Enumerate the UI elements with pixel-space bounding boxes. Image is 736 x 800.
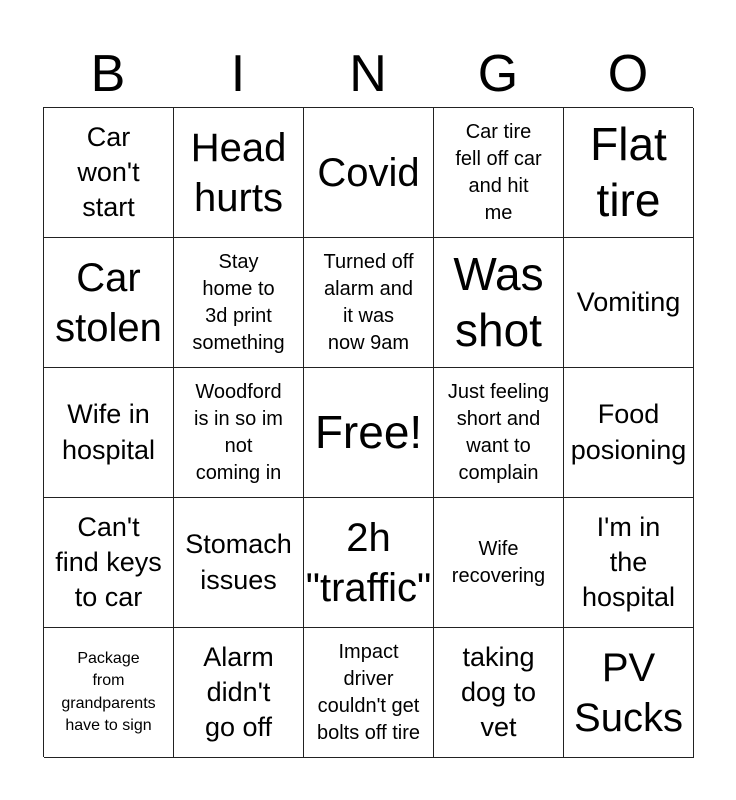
bingo-cell[interactable]: Wife recovering <box>434 498 564 628</box>
bingo-cell[interactable]: 2h "traffic" <box>304 498 434 628</box>
bingo-cell[interactable]: I'm in the hospital <box>564 498 694 628</box>
bingo-cell[interactable]: taking dog to vet <box>434 628 564 758</box>
header-letter-n: N <box>349 45 387 103</box>
bingo-cell[interactable]: Flat tire <box>564 108 694 238</box>
bingo-cell[interactable]: Car stolen <box>44 238 174 368</box>
bingo-cell[interactable]: Stomach issues <box>174 498 304 628</box>
bingo-cell[interactable]: Covid <box>304 108 434 238</box>
bingo-cell[interactable]: Food posioning <box>564 368 694 498</box>
header-letter-o: O <box>607 45 649 103</box>
bingo-cell[interactable]: Vomiting <box>564 238 694 368</box>
header-letter-b: B <box>90 45 126 103</box>
bingo-cell[interactable]: Was shot <box>434 238 564 368</box>
bingo-cell[interactable]: Turned off alarm and it was now 9am <box>304 238 434 368</box>
bingo-cell[interactable]: Stay home to 3d print something <box>174 238 304 368</box>
bingo-header <box>43 42 693 106</box>
header-letter-i: I <box>230 45 246 103</box>
bingo-cell[interactable]: Alarm didn't go off <box>174 628 304 758</box>
bingo-cell[interactable]: Can't find keys to car <box>44 498 174 628</box>
header-letter-g: G <box>477 45 519 103</box>
bingo-cell[interactable]: Just feeling short and want to complain <box>434 368 564 498</box>
bingo-cell[interactable]: Package from grandparents have to sign <box>44 628 174 758</box>
free-space[interactable]: Free! <box>304 368 434 498</box>
bingo-cell[interactable]: Car tire fell off car and hit me <box>434 108 564 238</box>
bingo-card-grid <box>43 107 693 757</box>
bingo-cell[interactable]: PV Sucks <box>564 628 694 758</box>
bingo-cell[interactable]: Wife in hospital <box>44 368 174 498</box>
bingo-cell[interactable]: Woodford is in so im not coming in <box>174 368 304 498</box>
bingo-cell[interactable]: Impact driver couldn't get bolts off tire <box>304 628 434 758</box>
bingo-cell[interactable]: Head hurts <box>174 108 304 238</box>
bingo-cell[interactable]: Car won't start <box>44 108 174 238</box>
